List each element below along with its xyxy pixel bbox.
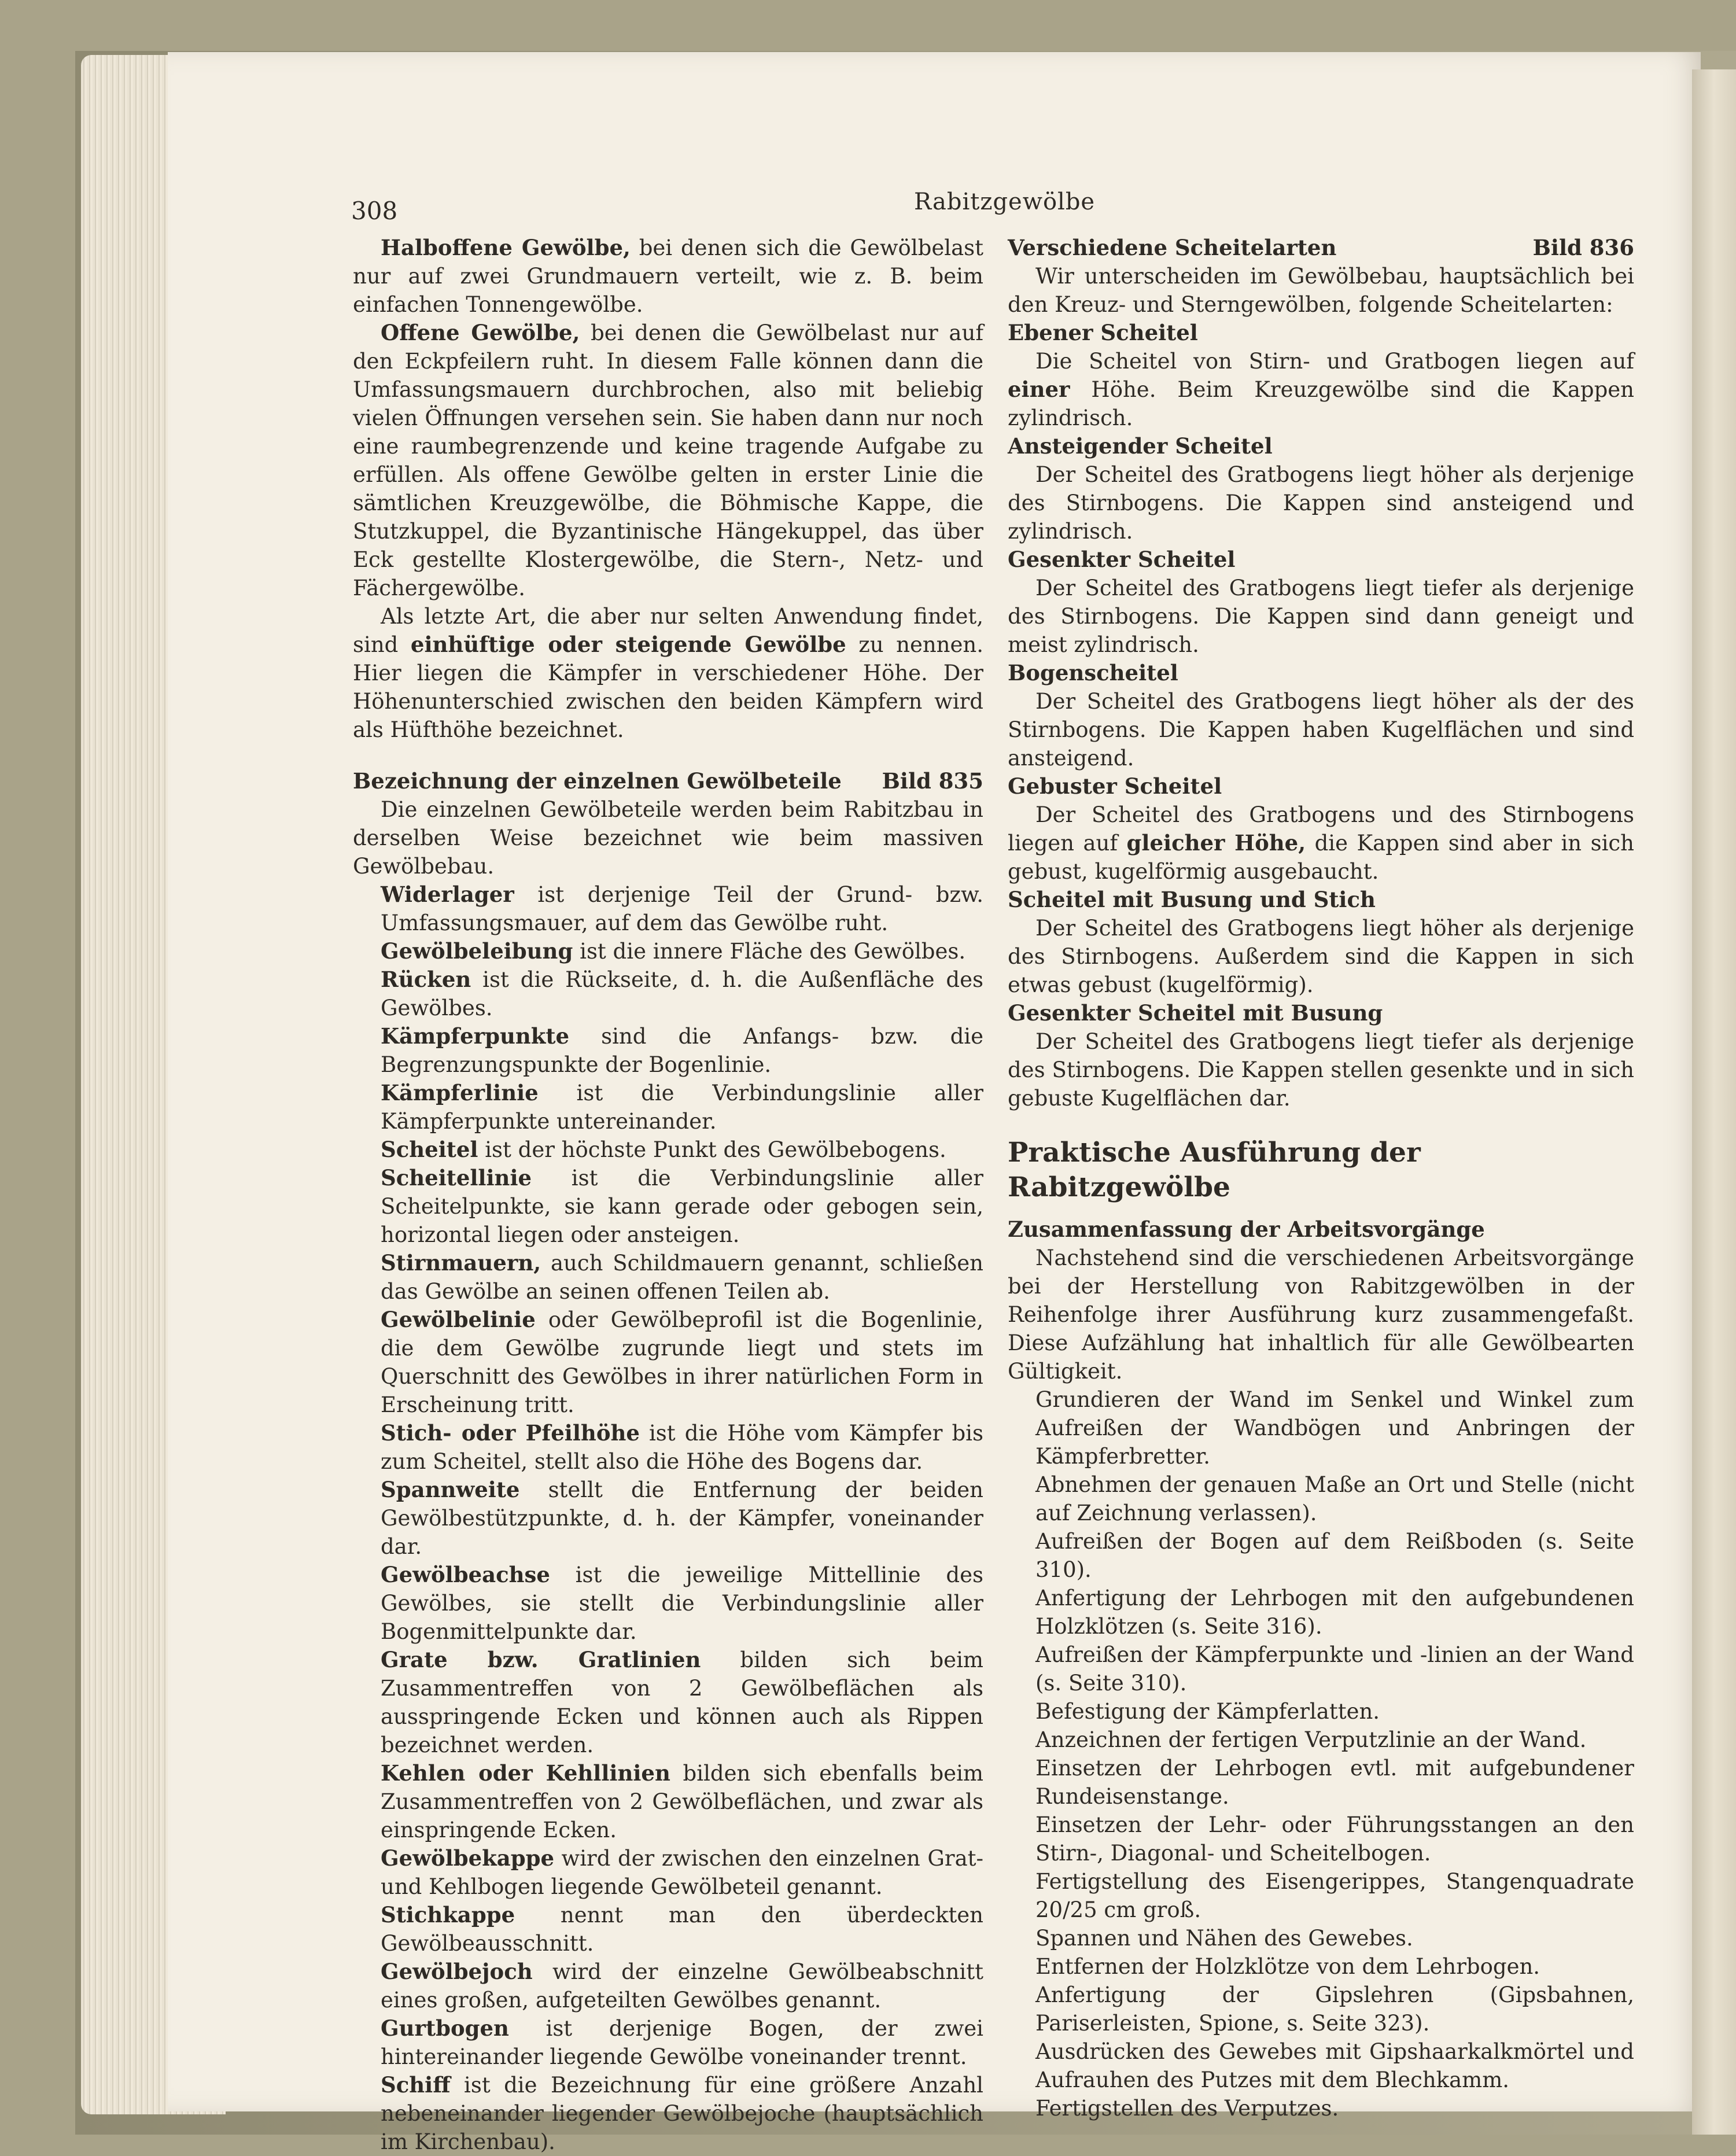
definition: ist derjenige Bogen, der zwei hintereinander liegende Gewölbe voneinander trennt. bbox=[381, 2016, 983, 2069]
subheading: Zusammenfassung der Arbeitsvorgänge bbox=[1008, 1217, 1485, 1242]
work-step: Einsetzen der Lehrbogen evtl. mit aufgebundener Rundeisenstange. bbox=[1035, 1756, 1634, 1809]
term: Rücken bbox=[381, 967, 471, 992]
subheading: Scheitel mit Busung und Stich bbox=[1008, 887, 1376, 912]
subheading: Gesenkter Scheitel mit Busung bbox=[1008, 1000, 1383, 1026]
term: Spannweite bbox=[381, 1477, 520, 1502]
work-step: Einsetzen der Lehr- oder Führungsstangen an den Stirn-, Diagonal- und Scheitelbogen. bbox=[1035, 1812, 1634, 1866]
term: Kämpferlinie bbox=[381, 1080, 539, 1105]
paragraph: Der Scheitel des Gratbogens liegt höher als derjenige des Stirnbogens. Die Kappen sind ansteigend und zylindrisch. bbox=[1008, 462, 1634, 544]
term: Stichkappe bbox=[381, 1902, 515, 1927]
paragraph bbox=[1008, 347, 1634, 432]
definition: ist die Höhe vom Kämpfer bis zum Scheitel, stellt also die Höhe des Bogens dar. bbox=[381, 1421, 983, 1474]
term-definition bbox=[353, 880, 983, 937]
term-definition bbox=[353, 1419, 983, 1476]
definition: ist derjenige Teil der Grund- bzw. Umfassungsmauer, auf dem das Gewölbe ruht. bbox=[381, 882, 983, 935]
paragraph bbox=[353, 319, 983, 602]
term: Gurtbogen bbox=[381, 2015, 509, 2041]
term-definition bbox=[353, 1164, 983, 1249]
term: Stirnmauern, bbox=[381, 1250, 541, 1276]
term: Schiff bbox=[381, 2072, 451, 2098]
work-step: Grundieren der Wand im Senkel und Winkel zum Aufreißen der Wandbögen und Anbringen der Kämpferbretter. bbox=[1035, 1387, 1634, 1469]
work-step: Ausdrücken des Gewebes mit Gipshaarkalkmörtel und Aufrauhen des Putzes mit dem Blechkamm. bbox=[1035, 2039, 1634, 2092]
paragraph: Der Scheitel des Gratbogens liegt tiefer als derjenige des Stirnbogens. Die Kappen sind dann geneigt und meist zylindrisch. bbox=[1008, 576, 1634, 657]
term-definition bbox=[353, 1958, 983, 2014]
term-definition bbox=[353, 937, 983, 965]
subheading: Bogenscheitel bbox=[1008, 660, 1178, 686]
step-list bbox=[1008, 1385, 1634, 2122]
term: Scheitellinie bbox=[381, 1165, 532, 1191]
section-heading bbox=[1008, 234, 1634, 262]
section-intro: Wir unterscheiden im Gewölbebau, hauptsächlich bei den Kreuz- und Sterngewölben, folgende Scheitelarten: bbox=[1008, 264, 1634, 317]
term: einhüftige oder steigende Gewölbe bbox=[410, 632, 846, 657]
term: Scheitel bbox=[381, 1137, 478, 1162]
subheading: Gebuster Scheitel bbox=[1008, 773, 1222, 799]
work-step: Spannen und Nähen des Gewebes. bbox=[1035, 1926, 1413, 1951]
definition: ist die jeweilige Mittellinie des Gewölbes, sie stellt die Verbindungslinie aller Bogenmittelpunkte dar. bbox=[381, 1562, 983, 1644]
term-definition bbox=[353, 1249, 983, 1306]
definition: ist die Bezeichnung für eine größere Anzahl nebeneinander liegender Gewölbejoche (hauptsächlich im Kirchenbau). bbox=[381, 2073, 983, 2154]
work-step: Anfertigung der Lehrbogen mit den aufgebundenen Holzklötzen (s. Seite 316). bbox=[1035, 1586, 1634, 1639]
emphasis: einer bbox=[1008, 377, 1070, 402]
section-title: Verschiedene Scheitelarten bbox=[1008, 235, 1337, 260]
term: Gewölbelinie bbox=[381, 1307, 536, 1332]
definition: wird der zwischen den einzelnen Grat- und Kehlbogen liegende Gewölbeteil genannt. bbox=[381, 1846, 983, 1899]
paragraph: Der Scheitel des Gratbogens liegt tiefer als derjenige des Stirnbogens. Die Kappen stellen gesenkte und in sich gebuste Kugelflächen dar. bbox=[1008, 1029, 1634, 1111]
figure-reference: Bild 835 bbox=[882, 768, 983, 794]
work-step: Abnehmen der genauen Maße an Ort und Stelle (nicht auf Zeichnung verlassen). bbox=[1035, 1472, 1634, 1525]
term-definition bbox=[353, 1306, 983, 1419]
term-definition bbox=[353, 2071, 983, 2156]
text: Der Scheitel des Gratbogens und des Stirnbogens liegen auf bbox=[1008, 802, 1634, 856]
emphasis: gleicher Höhe, bbox=[1126, 830, 1306, 856]
section-title: Bezeichnung der einzelnen Gewölbeteile bbox=[353, 768, 842, 794]
term-definition bbox=[353, 1561, 983, 1646]
paragraph bbox=[1008, 801, 1634, 886]
work-step: Anzeichnen der fertigen Verputzlinie an der Wand. bbox=[1035, 1727, 1587, 1752]
work-step: Anfertigung der Gipslehren (Gipsbahnen, Pariserleisten, Spione, s. Seite 323). bbox=[1035, 1982, 1634, 2036]
text: Die Scheitel von Stirn- und Gratbogen liegen auf bbox=[1035, 349, 1634, 374]
running-title: Rabitzgewölbe bbox=[914, 189, 1096, 215]
term-definition bbox=[353, 1844, 983, 1901]
term-definition bbox=[353, 1022, 983, 1079]
page-number: 308 bbox=[351, 197, 398, 225]
definition: sind die Anfangs- bzw. die Begrenzungspunkte der Bogenlinie. bbox=[381, 1024, 983, 1077]
definition: ist die innere Fläche des Gewölbes. bbox=[573, 939, 966, 964]
paragraph: Der Scheitel des Gratbogens liegt höher als der des Stirnbogens. Die Kappen haben Kugelflächen und sind ansteigend. bbox=[1008, 689, 1634, 771]
definition: stellt die Entfernung der beiden Gewölbestützpunkte, d. h. der Kämpfer, voneinander dar. bbox=[381, 1477, 983, 1559]
term: Halboffene Gewölbe, bbox=[381, 235, 631, 260]
term: Gewölbeleibung bbox=[381, 938, 573, 964]
definition: nennt man den überdeckten Gewölbeausschnitt. bbox=[381, 1903, 983, 1956]
term-definition bbox=[353, 2014, 983, 2071]
text: Höhe. Beim Kreuzgewölbe sind die Kappen zylindrisch. bbox=[1008, 377, 1634, 430]
term: Kehlen oder Kehllinien bbox=[381, 1760, 670, 1786]
term: Stich- oder Pfeilhöhe bbox=[381, 1420, 640, 1446]
work-step: Befestigung der Kämpferlatten. bbox=[1035, 1699, 1380, 1724]
text: Als letzte Art, die aber nur selten Anwendung findet, sind bbox=[353, 604, 983, 657]
term-definition bbox=[353, 1901, 983, 1958]
term-definition bbox=[353, 1646, 983, 1759]
term-definition bbox=[353, 965, 983, 1022]
definition: wird der einzelne Gewölbeabschnitt eines großen, aufgeteilten Gewölbes genannt. bbox=[381, 1959, 983, 2013]
definition: bei denen die Gewölbelast nur auf den Eckpfeilern ruht. In diesem Falle können dann die Umfassungsmauern durchbrochen, also mit beliebig vielen Öffnungen versehen sein. Sie haben dann nur noch eine raumbegrenzende und keine tragende Aufgabe zu erfüllen. Als offene Gewölbe gelten in erster Linie die sämtlichen Kreuzgewölbe, die Böhmische Kappe, die Stutzkuppel, die Byzantinische Hängekuppel, das über Eck gestellte Klostergewölbe, die Stern-, Netz- und Fächergewölbe. bbox=[353, 320, 984, 600]
term: Offene Gewölbe, bbox=[381, 320, 580, 345]
text: die Kappen sind aber in sich gebust, kugelförmig ausgebaucht. bbox=[1008, 831, 1634, 884]
work-step: Fertigstellung des Eisengerippes, Stangenquadrate 20/25 cm groß. bbox=[1035, 1869, 1634, 1922]
term-definition bbox=[353, 1759, 983, 1844]
term: Gewölbejoch bbox=[381, 1959, 533, 1984]
definition: oder Gewölbeprofil ist die Bogenlinie, die dem Gewölbe zugrunde liegt und stets im Querschnitt des Gewölbes in ihrer natürlichen Form in Erscheinung tritt. bbox=[381, 1307, 983, 1417]
work-step: Aufreißen der Bogen auf dem Reißboden (s. Seite 310). bbox=[1035, 1529, 1634, 1582]
work-step: Entfernen der Holzklötze von dem Lehrbogen. bbox=[1035, 1954, 1540, 1979]
subheading: Gesenkter Scheitel bbox=[1008, 547, 1236, 572]
section-intro: Die einzelnen Gewölbeteile werden beim Rabitzbau in derselben Weise bezeichnet wie beim massiven Gewölbebau. bbox=[353, 797, 983, 879]
subheading: Ansteigender Scheitel bbox=[1008, 433, 1273, 459]
work-step: Aufreißen der Kämpferpunkte und -linien an der Wand (s. Seite 310). bbox=[1035, 1642, 1634, 1696]
work-step: Fertigstellen des Verputzes. bbox=[1035, 2096, 1339, 2121]
definition: bilden sich ebenfalls beim Zusammentreffen von 2 Gewölbeflächen, und zwar als einspringende Ecken. bbox=[381, 1761, 983, 1842]
left-column bbox=[353, 234, 983, 2156]
term-definition bbox=[353, 1079, 983, 1136]
paragraph bbox=[353, 234, 983, 319]
definition: ist die Verbindungslinie aller Scheitelpunkte, sie kann gerade oder gebogen sein, horizontal liegen oder ansteigen. bbox=[381, 1166, 983, 1247]
section-intro: Nachstehend sind die verschiedenen Arbeitsvorgänge bei der Herstellung von Rabitzgewölben in der Reihenfolge ihrer Ausführung kurz zusammengefaßt. Diese Aufzählung hat inhaltlich für alle Gewölbearten Gültigkeit. bbox=[1008, 1245, 1634, 1384]
subheading: Ebener Scheitel bbox=[1008, 320, 1198, 345]
definition: ist der höchste Punkt des Gewölbebogens. bbox=[478, 1137, 946, 1162]
term: Gewölbeachse bbox=[381, 1562, 550, 1587]
term: Widerlager bbox=[381, 882, 514, 907]
term-definition bbox=[353, 1136, 983, 1164]
definition: ist die Verbindungslinie aller Kämpferpunkte untereinander. bbox=[381, 1081, 983, 1134]
paragraph bbox=[353, 602, 983, 744]
main-heading: Praktische Ausführung der Rabitzgewölbe bbox=[1008, 1137, 1421, 1203]
next-page-edge bbox=[1692, 69, 1736, 2135]
definition: bei denen sich die Gewölbelast nur auf zwei Grundmauern verteilt, wie z. B. beim einfachen Tonnengewölbe. bbox=[353, 235, 983, 317]
definition: ist die Rückseite, d. h. die Außenfläche des Gewölbes. bbox=[381, 967, 983, 1020]
figure-reference: Bild 836 bbox=[1532, 235, 1634, 260]
term: Gewölbekappe bbox=[381, 1845, 555, 1871]
term-list bbox=[353, 880, 983, 2156]
definition: auch Schildmauern genannt, schließen das Gewölbe an seinen offenen Teilen ab. bbox=[381, 1251, 983, 1304]
term-definition bbox=[353, 1476, 983, 1561]
term: Grate bzw. Gratlinien bbox=[381, 1647, 701, 1672]
right-column bbox=[1008, 234, 1634, 2122]
text: zu nennen. Hier liegen die Kämpfer in verschiedener Höhe. Der Höhenunterschied zwischen den beiden Kämpfern wird als Hüfthöhe bezeichnet. bbox=[353, 632, 983, 742]
definition: bilden sich beim Zusammentreffen von 2 Gewölbeflächen als ausspringende Ecken und können auch als Rippen bezeichnet werden. bbox=[381, 1648, 984, 1757]
term: Kämpferpunkte bbox=[381, 1023, 570, 1049]
section-heading bbox=[353, 767, 983, 795]
paragraph: Der Scheitel des Gratbogens liegt höher als derjenige des Stirnbogens. Außerdem sind die Kappen in sich etwas gebust (kugelförmig). bbox=[1008, 916, 1634, 997]
